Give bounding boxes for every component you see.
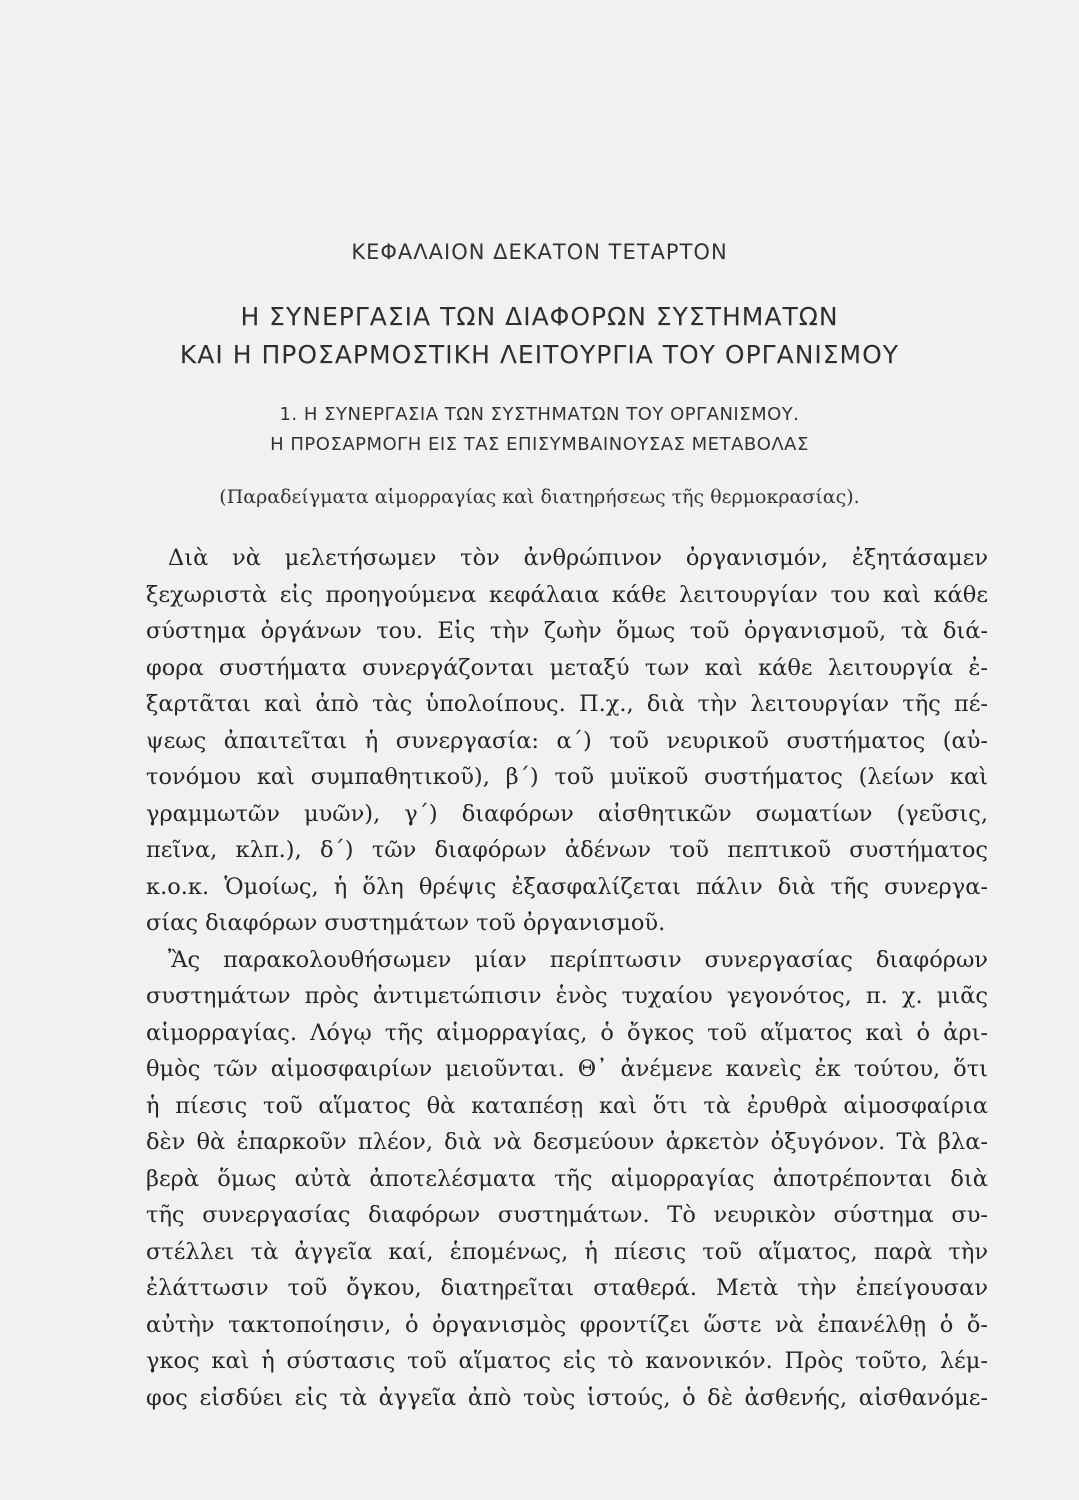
paragraph-line: φορα συστήματα συνεργάζονται μεταξύ των καὶ κάθε λειτουργία ἐ- [146,654,988,681]
paragraph-line: βερὰ ὅμως αὐτὰ ἀποτελέσματα τῆς αἱμορραγίας ἀποτρέπονται διὰ [146,1165,988,1192]
paragraph-line: Διὰ νὰ μελετήσωμεν τὸν ἀνθρώπινον ὀργανισμόν, ἐξητάσαμεν [168,545,988,571]
body-text [146,540,988,1416]
chapter-heading: ΚΕΦΑΛΑΙΟΝ ΔΕΚΑΤΟΝ ΤΕΤΑΡΤΟΝ [351,240,728,264]
paragraph-line: ἡ πίεσις τοῦ αἵματος θὰ καταπέσῃ καὶ ὅτι τὰ ἐρυθρὰ αἱμοσφαίρια [146,1092,988,1119]
paragraph-line: ψεως ἀπαιτεῖται ἡ συνεργασία: α΄) τοῦ νευρικοῦ συστήματος (αὐ- [146,727,988,754]
chapter-title-line: Η ΣΥΝΕΡΓΑΣΙΑ ΤΩΝ ΔΙΑΦΟΡΩΝ ΣΥΣΤΗΜΑΤΩΝ [240,302,839,331]
paragraph-line: τῆς συνεργασίας διαφόρων συστημάτων. Τὸ νευρικὸν σύστημα συ- [146,1202,988,1228]
paragraph-line: Ἂς παρακολουθήσωμεν μίαν περίπτωσιν συνεργασίας διαφόρων [168,946,988,973]
section-subtitle: (Παραδείγματα αἱμορραγίας καὶ διατηρήσεως τῆς θερμοκρασίας). [219,486,860,508]
paragraph-line: πεῖνα, κλπ.), δ΄) τῶν διαφόρων ἀδένων τοῦ πεπτικοῦ συστήματος [146,837,988,863]
paragraph-line: σύστημα ὀργάνων του. Εἰς τὴν ζωὴν ὅμως τοῦ ὀργανισμοῦ, τὰ διά- [146,618,988,644]
paragraph-line: κ.ο.κ. Ὁμοίως, ἡ ὅλη θρέψις ἐξασφαλίζεται πάλιν διὰ τῆς συνεργα- [146,873,988,900]
paragraph-line: αὐτὴν τακτοποίησιν, ὁ ὀργανισμὸς φροντίζει ὥστε νὰ ἐπανέλθῃ ὁ ὄ- [146,1311,988,1338]
paragraph-line: σίας διαφόρων συστημάτων τοῦ ὀργανισμοῦ. [146,910,666,936]
paragraph-line: γραμμωτῶν μυῶν), γ΄) διαφόρων αἰσθητικῶν σωματίων (γεῦσις, [146,800,988,827]
paragraph-line: ἐλάττωσιν τοῦ ὄγκου, διατηρεῖται σταθερά. Μετὰ τὴν ἐπείγουσαν [146,1275,988,1301]
paragraph-line: ξαρτᾶται καὶ ἀπὸ τὰς ὑπολοίπους. Π.χ., διὰ τὴν λειτουργίαν τῆς πέ- [146,691,988,717]
paragraph-line: φος εἰσδύει εἰς τὰ ἀγγεῖα ἀπὸ τοὺς ἱστούς, ὁ δὲ ἀσθενής, αἰσθανόμε- [146,1384,988,1411]
paragraph-line: δὲν θὰ ἐπαρκοῦν πλέον, διὰ νὰ δεσμεύουν ἀρκετὸν ὀξυγόνον. Τὰ βλα- [146,1129,988,1155]
chapter-title-line: ΚΑΙ Η ΠΡΟΣΑΡΜΟΣΤΙΚΗ ΛΕΙΤΟΥΡΓΙΑ ΤΟΥ ΟΡΓΑΝΙΣΜΟΥ [179,340,900,369]
paragraph-line: συστημάτων πρὸς ἀντιμετώπισιν ἑνὸς τυχαίου γεγονότος, π. χ. μιᾶς [146,983,988,1009]
paragraph-line: γκος καὶ ἡ σύστασις τοῦ αἵματος εἰς τὸ κανονικόν. Πρὸς τοῦτο, λέμ- [146,1348,988,1374]
paragraph-line: τονόμου καὶ συμπαθητικοῦ), β΄) τοῦ μυϊκοῦ συστήματος (λείων καὶ [146,764,988,790]
section-heading-line: 1. Η ΣΥΝΕΡΓΑΣΙΑ ΤΩΝ ΣΥΣΤΗΜΑΤΩΝ ΤΟΥ ΟΡΓΑΝΙΣΜΟΥ. [279,404,800,425]
paragraph-line: στέλλει τὰ ἀγγεῖα καί, ἑπομένως, ἡ πίεσις τοῦ αἵματος, παρὰ τὴν [146,1238,988,1265]
paragraph-line: θμὸς τῶν αἱμοσφαιρίων μειοῦνται. Θ᾽ ἀνέμενε κανεὶς ἐκ τούτου, ὅτι [146,1056,988,1082]
paragraph-line: αἱμορραγίας. Λόγῳ τῆς αἱμορραγίας, ὁ ὄγκος τοῦ αἵματος καὶ ὁ ἀρι- [146,1019,988,1046]
section-heading [60,400,1019,460]
paragraph-line: ξεχωριστὰ εἰς προηγούμενα κεφάλαια κάθε λειτουργίαν του καὶ κάθε [146,581,988,608]
section-heading-line: Η ΠΡΟΣΑΡΜΟΓΗ ΕΙΣ ΤΑΣ ΕΠΙΣΥΜΒΑΙΝΟΥΣΑΣ ΜΕΤΑΒΟΛΑΣ [270,434,809,455]
chapter-title [60,298,1019,374]
